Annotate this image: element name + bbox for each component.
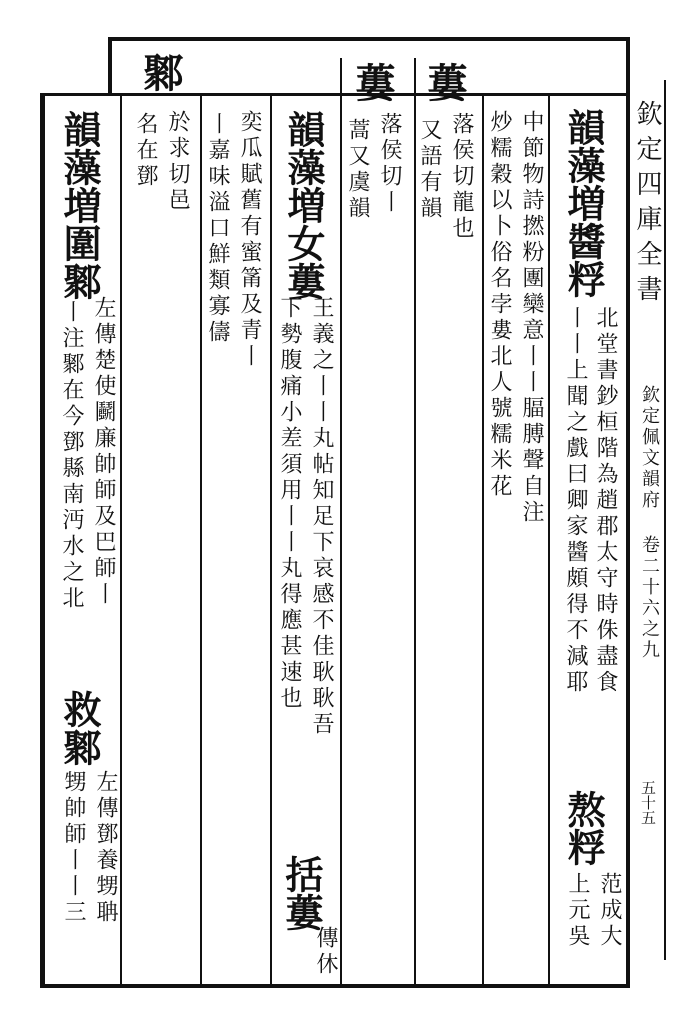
margin-outer-border xyxy=(664,80,666,960)
annotation-line: 丨丨上聞之戲曰卿家醬頗得不減耶 xyxy=(563,306,588,696)
annotation-line: 丨嘉味溢口鮮類寡儔 xyxy=(205,112,230,346)
chapter-label: 欽定佩文韻府 卷二十六之九 xyxy=(639,385,660,661)
annotation-line: 又語有韻 xyxy=(417,118,442,222)
annotation-line: 左傳鄧養甥聃 xyxy=(93,770,118,926)
headword: 蔞 xyxy=(421,62,468,104)
annotation-line: 落侯切龍也 xyxy=(449,112,474,242)
annotation-line: 中節物詩撚粉團欒意丨丨腷膊聲自注 xyxy=(519,110,544,526)
annotation-line: 上元吳 xyxy=(565,872,590,950)
page-number: 五十五 xyxy=(639,780,657,825)
frame-right-border xyxy=(626,37,630,988)
inner-frame-top xyxy=(40,93,630,96)
annotation-line: 王義之丨丨丸帖知足下哀感不佳耿耿吾 xyxy=(309,296,334,738)
column-rule xyxy=(482,96,484,984)
entry-heading: 韻藻増女蔞 xyxy=(281,110,326,300)
frame-bottom-border xyxy=(40,984,630,988)
headword: 蔞 xyxy=(349,62,396,104)
frame-left-border xyxy=(40,93,45,988)
column-rule xyxy=(548,96,550,984)
annotation-line: 於求切邑 xyxy=(165,110,190,214)
headword: 鄹 xyxy=(137,52,184,94)
annotation-line: 丨注鄹在今鄧縣南沔水之北 xyxy=(59,300,84,612)
annotation-line: 落侯切丨 xyxy=(377,112,402,216)
top-border xyxy=(108,37,630,41)
column-rule xyxy=(200,96,202,984)
entry-heading: 韻藻増醬粰 xyxy=(561,108,606,298)
entry-heading: 括蔞 xyxy=(279,855,324,931)
column-rule xyxy=(270,96,272,984)
entry-heading: 熬粰 xyxy=(561,790,606,866)
annotation-line: 名在鄧 xyxy=(133,112,158,190)
annotation-line: 傳休 xyxy=(313,926,338,978)
annotation-line: 左傳楚使鬬廉帥師及巴師丨 xyxy=(91,296,116,608)
annotation-line: 蒿又虞韻 xyxy=(345,118,370,222)
annotation-line: 炒糯穀以卜俗名孛婁北人號糯米花 xyxy=(487,110,512,500)
annotation-line: 北堂書鈔桓階為趙郡太守時侏盡食 xyxy=(593,306,618,696)
column-rule xyxy=(340,58,342,984)
entry-heading: 救鄹 xyxy=(57,690,102,766)
entry-heading: 韻藻増圍鄹 xyxy=(57,110,102,300)
annotation-line: 范成大 xyxy=(597,872,622,950)
header-box-border xyxy=(108,37,112,95)
annotation-line: 甥帥師丨丨三 xyxy=(61,770,86,926)
column-rule xyxy=(120,96,122,984)
annotation-line: 奕瓜賦舊有蜜筩及青丨 xyxy=(237,110,262,370)
annotation-line: 下勢腹痛小差須用丨丨丸得應甚速也 xyxy=(277,296,302,712)
column-rule xyxy=(414,58,416,984)
book-title: 欽定四庫全書 xyxy=(632,100,662,310)
